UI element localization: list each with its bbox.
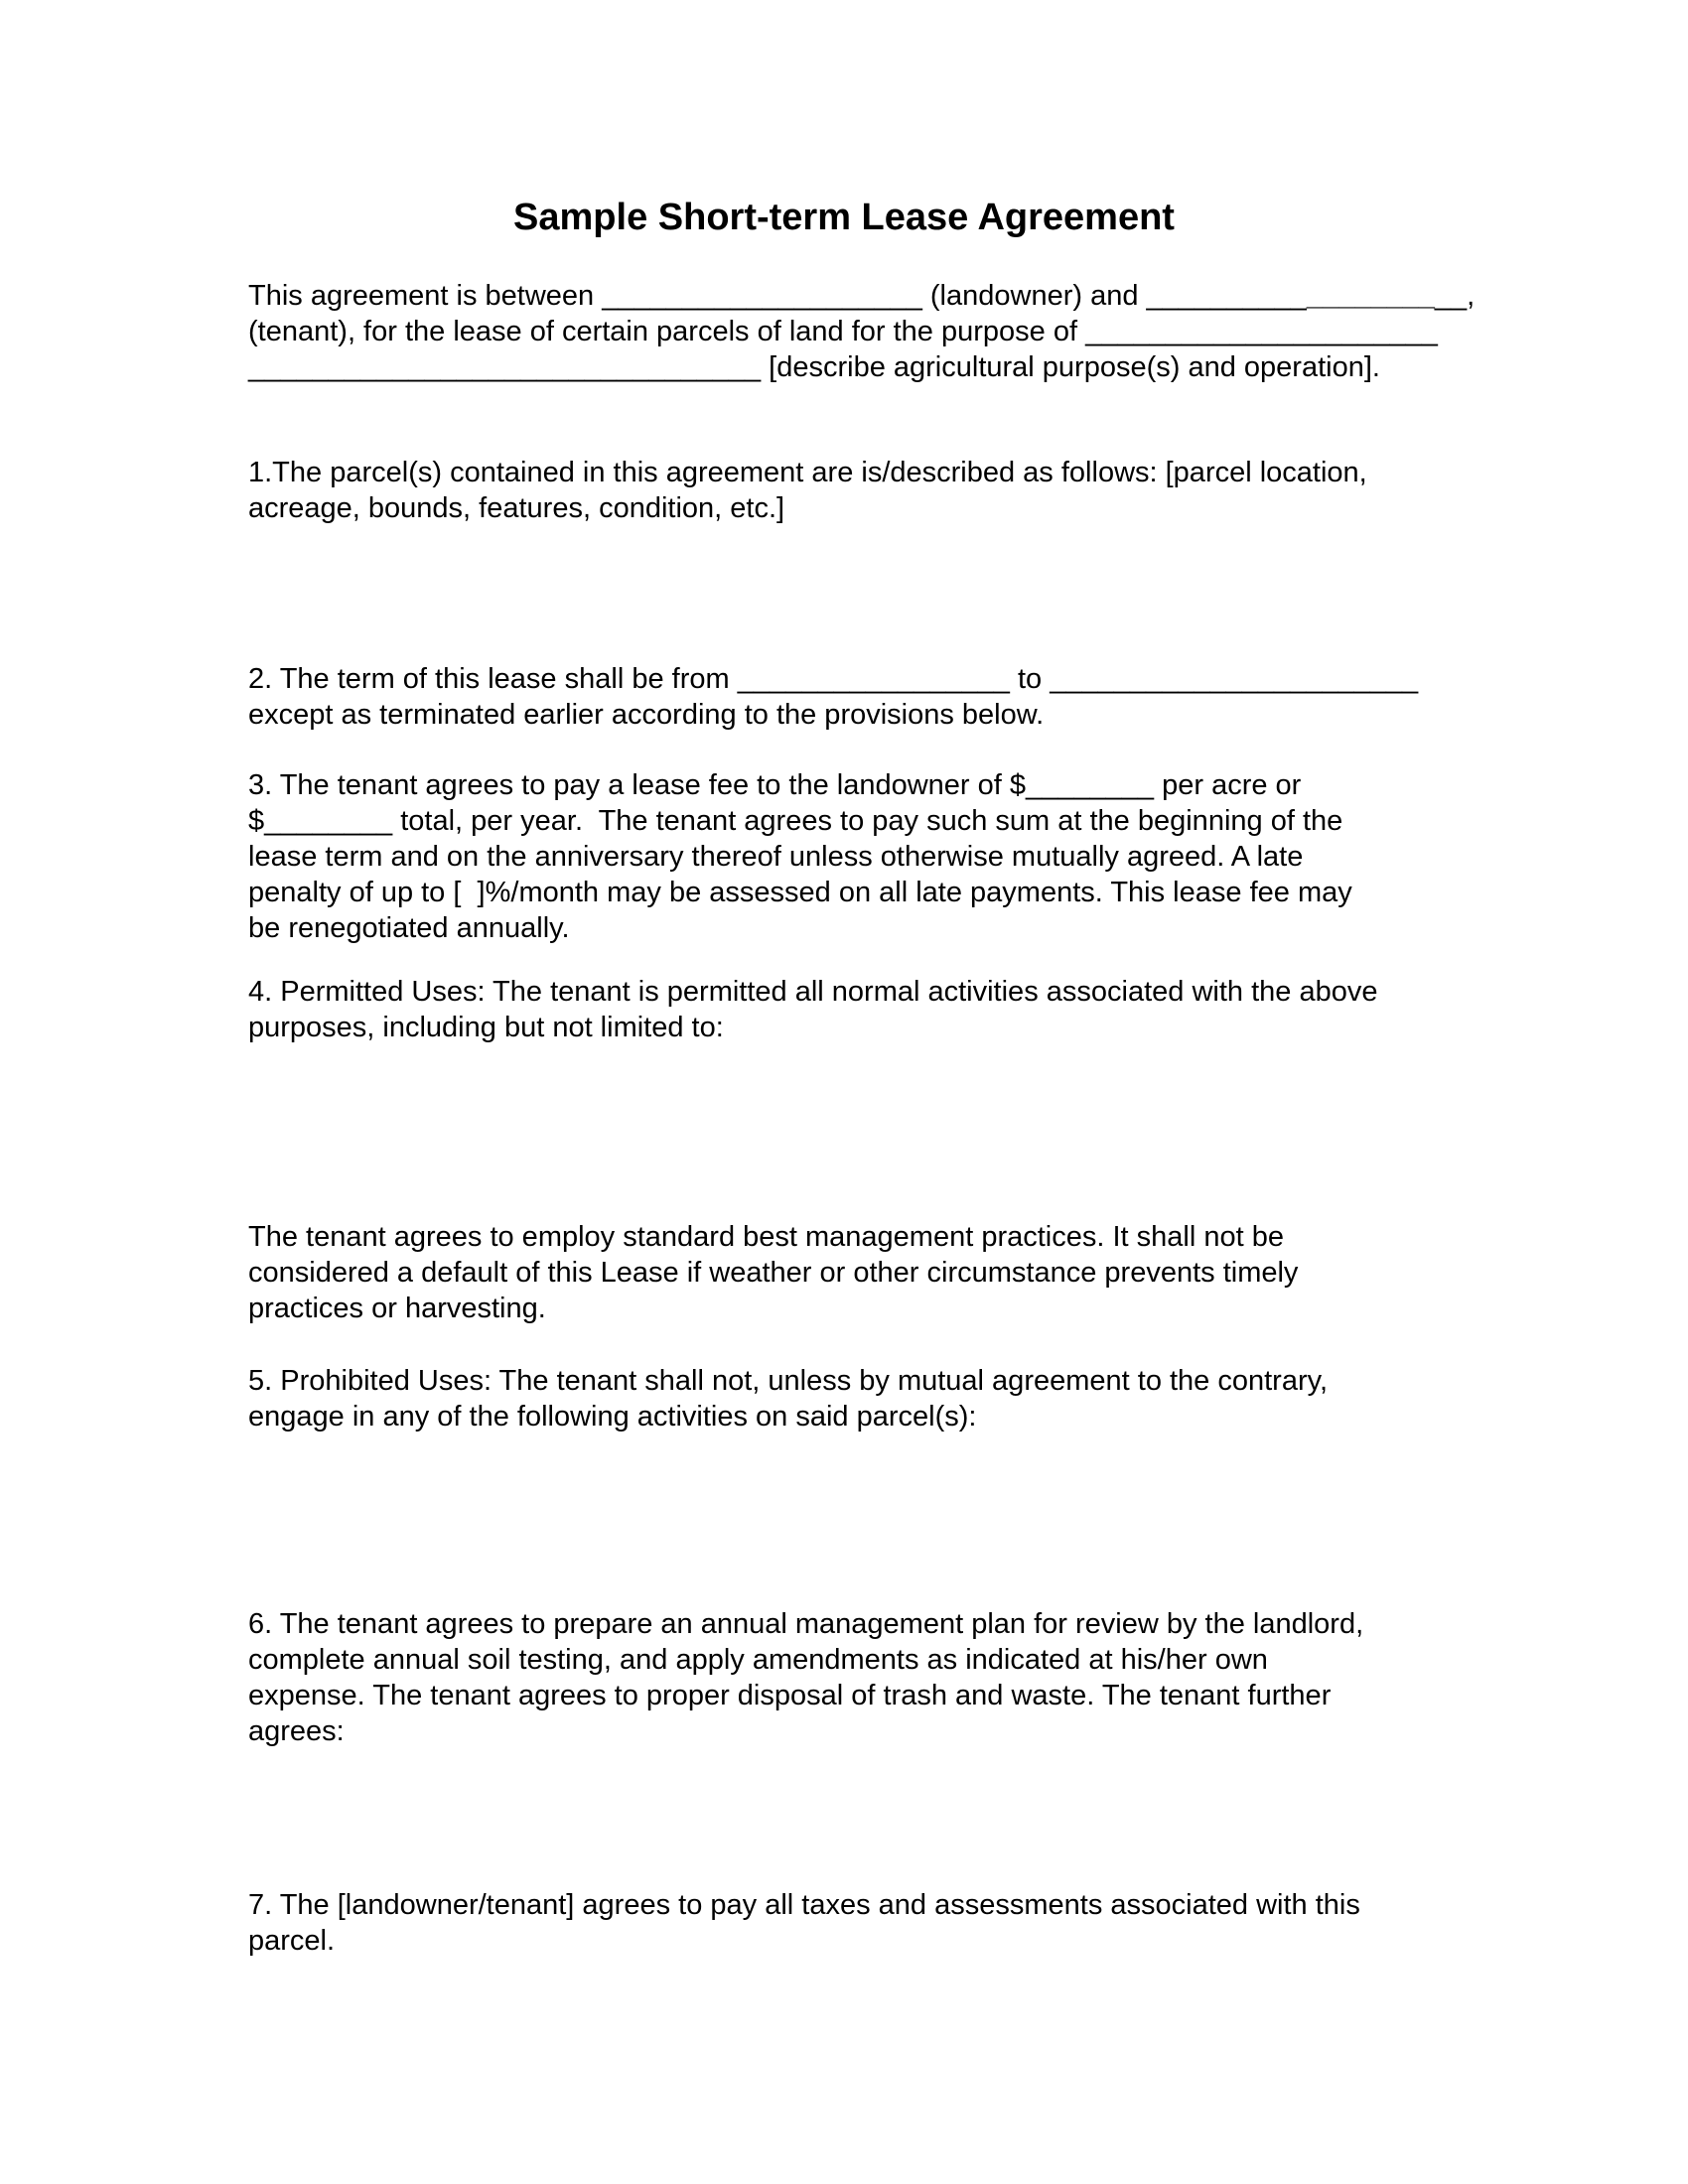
text-line [248, 661, 1549, 697]
text-line [248, 455, 1549, 490]
text-segment: engage in any of the following activities on said parcel(s): [248, 1401, 977, 1433]
text-line [248, 803, 1549, 839]
text-line [248, 1678, 1549, 1713]
text-line [248, 974, 1549, 1010]
text-line [248, 767, 1549, 803]
text-line [248, 314, 1549, 349]
text-line [248, 278, 1549, 314]
text-segment: considered a default of this Lease if weather or other circumstance prevents timely [248, 1257, 1299, 1289]
page-title: Sample Short-term Lease Agreement [513, 197, 1175, 238]
text-segment: 5. Prohibited Uses: The tenant shall not, unless by mutual agreement to the contrary, [248, 1365, 1329, 1397]
text-segment: acreage, bounds, features, condition, etc.] [248, 492, 785, 524]
text-line [248, 839, 1549, 875]
text-segment: (tenant), for the lease of certain parcels of land for the purpose of [248, 316, 1086, 347]
text-segment: total, per year. The tenant agrees to pay such sum at the beginning of the [392, 805, 1343, 837]
text-line [248, 1010, 1549, 1045]
paragraph-clause-2 [248, 661, 1549, 733]
paragraph-clause-4 [248, 974, 1549, 1045]
text-segment: be renegotiated annually. [248, 912, 570, 944]
text-line [248, 875, 1549, 910]
paragraph-clause-5 [248, 1363, 1549, 1434]
text-segment: per acre or [1154, 769, 1302, 801]
text-segment: to [1009, 663, 1051, 695]
text-line [248, 910, 1549, 946]
text-line [248, 1713, 1549, 1749]
paragraph-clause-6 [248, 1606, 1549, 1749]
fill-in-blank: _______________________ [1050, 663, 1419, 695]
text-segment: parcel. [248, 1925, 336, 1957]
text-segment: 7. The [landowner/tenant] agrees to pay all taxes and assessments associated with this [248, 1889, 1360, 1921]
text-line [248, 1642, 1549, 1678]
text-segment: 2. The term of this lease shall be from [248, 663, 738, 695]
text-line [248, 1291, 1549, 1326]
text-line [248, 349, 1549, 385]
text-line [248, 697, 1549, 733]
text-segment: $ [248, 805, 265, 837]
fill-in-blank: __ [1434, 280, 1468, 312]
text-segment: (landowner) and [921, 280, 1147, 312]
text-line [248, 1363, 1549, 1399]
fill-in-blank: ________ [1026, 769, 1155, 801]
paragraph-clause-3 [248, 767, 1549, 946]
text-line [248, 490, 1549, 526]
text-segment: , [1467, 280, 1476, 312]
text-segment: 4. Permitted Uses: The tenant is permitted all normal activities associated with the above [248, 976, 1378, 1008]
text-segment: expense. The tenant agrees to proper disposal of trash and waste. The tenant further [248, 1680, 1332, 1711]
text-line [248, 1255, 1549, 1291]
fill-in-blank: _________________ [737, 663, 1010, 695]
text-segment: penalty of up to [ ]%/month may be assessed on all late payments. This lease fee may [248, 877, 1352, 908]
text-line [248, 1399, 1549, 1434]
text-segment: practices or harvesting. [248, 1293, 546, 1324]
paragraph-best-practices [248, 1219, 1549, 1326]
text-line [248, 1219, 1549, 1255]
text-segment: [describe agricultural purpose(s) and operation]. [761, 351, 1380, 383]
fill-in-blank: ______________________ [1085, 316, 1438, 347]
fill-in-blank: ________________________________ [248, 351, 762, 383]
paragraph-clause-1 [248, 455, 1549, 526]
text-line [248, 1606, 1549, 1642]
text-segment: lease term and on the anniversary thereof unless otherwise mutually agreed. A late [248, 841, 1304, 873]
text-segment: agrees: [248, 1715, 345, 1747]
fill-in-blank: ________ [264, 805, 393, 837]
text-line [248, 1923, 1549, 1959]
text-segment: 1.The parcel(s) contained in this agreement are is/described as follows: [parcel location, [248, 457, 1367, 488]
text-segment: The tenant agrees to employ standard best management practices. It shall not be [248, 1221, 1284, 1253]
text-segment: purposes, including but not limited to: [248, 1012, 724, 1043]
text-line [248, 1887, 1549, 1923]
text-segment: This agreement is between [248, 280, 603, 312]
document-body [0, 278, 1688, 1959]
fill-in-blank: ________ [1306, 280, 1435, 312]
text-segment: 6. The tenant agrees to prepare an annual management plan for review by the landlord, [248, 1608, 1364, 1640]
fill-in-blank: ____________________ [602, 280, 922, 312]
paragraph-intro [248, 278, 1549, 385]
text-segment: 3. The tenant agrees to pay a lease fee to the landowner of $ [248, 769, 1027, 801]
text-segment: complete annual soil testing, and apply amendments as indicated at his/her own [248, 1644, 1268, 1676]
paragraph-clause-7 [248, 1887, 1549, 1959]
text-segment: except as terminated earlier according to the provisions below. [248, 699, 1045, 731]
fill-in-blank: __________ [1146, 280, 1307, 312]
